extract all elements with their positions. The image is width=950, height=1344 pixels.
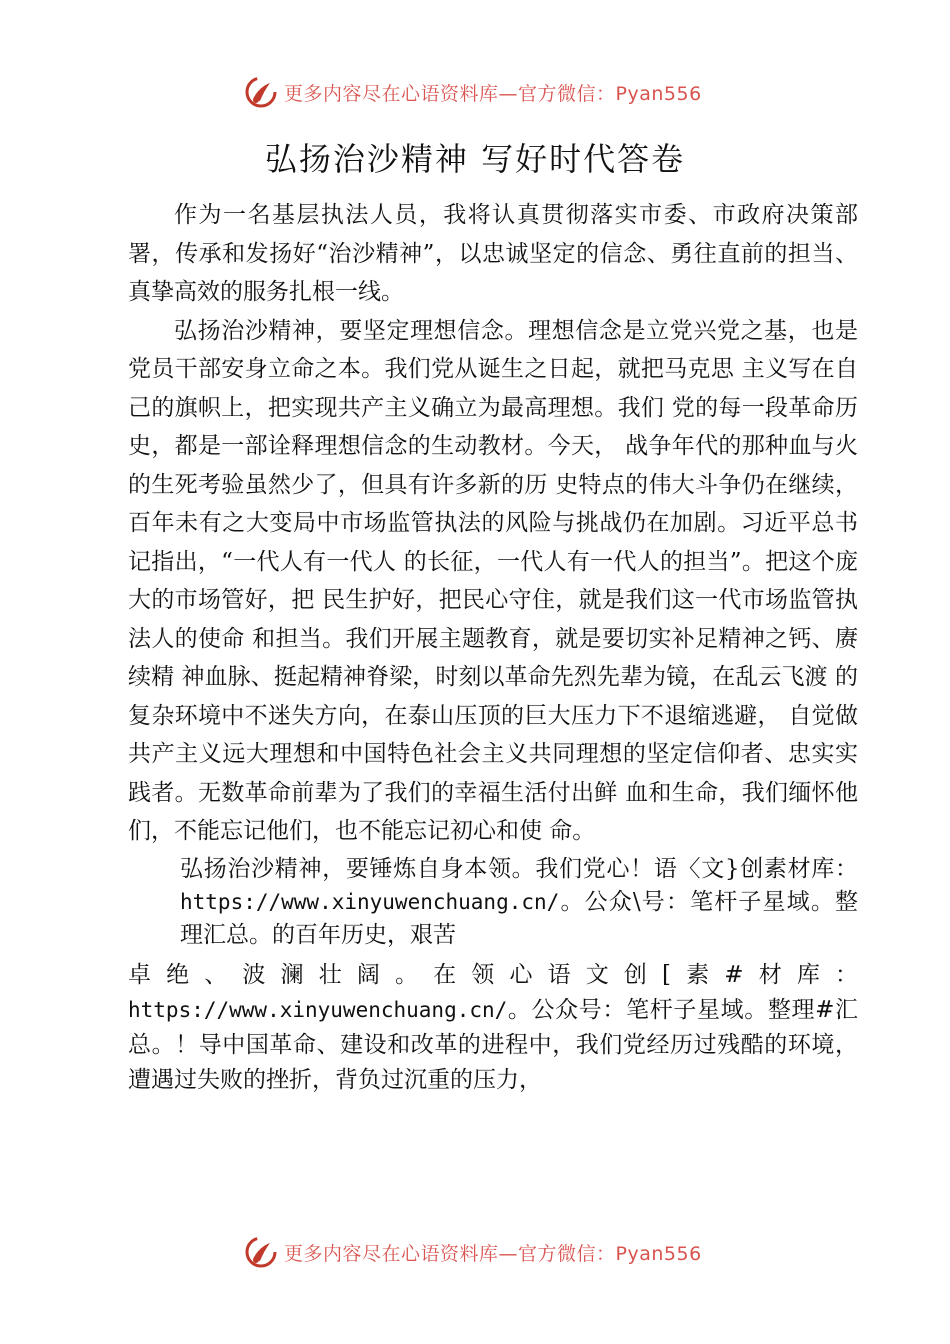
paragraph-4-text-b: 。公众号：笔杆子星域。整理#汇总。！导中国革命、建设和改革的进程中，我们党经历过残酷的环境，遭遇过失败的挫折，背负过沉重的压力， [128, 996, 858, 1093]
footer-banner-text: 更多内容尽在心语资料库—官方微信：Pyan556 [284, 1242, 702, 1265]
header-wechat-id: Pyan556 [615, 82, 702, 105]
header-banner [244, 72, 702, 112]
paragraph-3 [128, 853, 858, 952]
paragraph-4 [128, 958, 858, 1098]
paragraph-3-text-a: 弘扬治沙精神，要锤炼自身本领。我们党心！语〈文}创素材库： [180, 855, 858, 882]
brush-logo-icon [244, 75, 278, 109]
paragraph-4-text-a: 卓绝、波澜壮阔。在领心语文创[素#材库： [128, 961, 858, 988]
brush-logo-icon [244, 1235, 278, 1269]
header-banner-text: 更多内容尽在心语资料库—官方微信：Pyan556 [284, 82, 702, 105]
footer-wechat-id: Pyan556 [615, 1242, 702, 1265]
paragraph-4-url: https://www.xinyuwenchuang.cn/ [128, 997, 508, 1022]
paragraph-3-text-b: 。公众\号：笔杆子星域。整理汇总。的百年历史，艰苦 [180, 888, 858, 948]
paragraph-1: 作为一名基层执法人员，我将认真贯彻落实市委、市政府决策部署，传承和发扬好“治沙精神”，以忠诚坚定的信念、勇往直前的担当、真挚高效的服务扎根一线。 [128, 202, 858, 305]
document-title: 弘扬治沙精神 写好时代答卷 [264, 140, 686, 178]
document-body [128, 196, 858, 1098]
paragraph-3-url: https://www.xinyuwenchuang.cn/ [180, 889, 560, 914]
paragraph-2: 弘扬治沙精神，要坚定理想信念。理想信念是立党兴党之基，也是党员干部安身立命之本。我们党从诞生之日起，就把马克思 主义写在自己的旗帜上，把实现共产主义确立为最高理想。我们 党的每一段革命历史，都是一部诠释理想信念的生动教材。今天， 战争年代的那种血与火的生死考验虽然少了，但具有许多新的历 史特点的伟大斗争仍在继续，百年未有之大变局中市场监管执法的风险与挑战仍在加剧。习近平总书记指出，“一代人有一代人 的长征，一代人有一代人的担当”。把这个庞大的市场管好，把 民生护好，把民心守住，就是我们这一代市场监管执法人的使命 和担当。我们开展主题教育，就是要切实补足精神之钙、赓续精 神血脉、挺起精神脊梁，时刻以革命先烈先辈为镜，在乱云飞渡 的复杂环境中不迷失方向，在泰山压顶的巨大压力下不退缩逃避， 自觉做共产主义远大理想和中国特色社会主义共同理想的坚定信仰者、忠实实践者。无数革命前辈为了我们的幸福生活付出鲜 血和生命，我们缅怀他们，不能忘记他们，也不能忘记初心和使 命。 [128, 317, 858, 844]
footer-banner [244, 1232, 702, 1272]
